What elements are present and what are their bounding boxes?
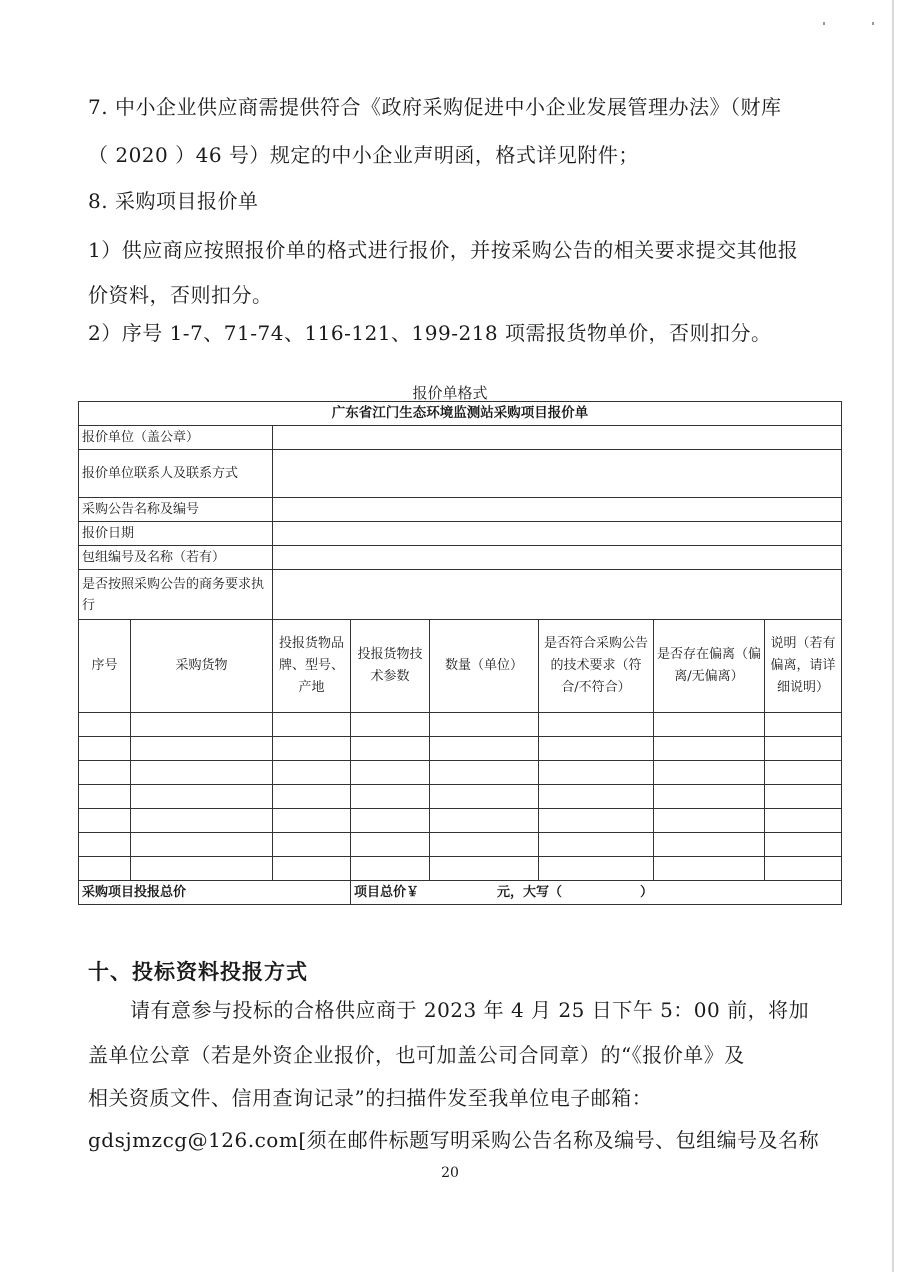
table-row <box>79 737 842 761</box>
table-cell <box>765 857 842 881</box>
scan-speck <box>823 22 825 25</box>
table-cell <box>654 833 765 857</box>
table-cell <box>765 761 842 785</box>
table-cell <box>273 761 351 785</box>
table-cell <box>430 785 539 809</box>
table-cell <box>654 809 765 833</box>
table-cell <box>430 761 539 785</box>
table-cell <box>79 761 131 785</box>
column-header-compliance: 是否符合采购公告的技术要求（符合/不符合） <box>539 620 654 713</box>
table-cell <box>131 737 273 761</box>
table-cell <box>539 761 654 785</box>
table-cell <box>765 809 842 833</box>
empty-rows <box>79 713 842 881</box>
table-row <box>79 809 842 833</box>
table-cell <box>539 809 654 833</box>
section-10-line-3: 相关资质文件、信用查询记录”的扫描件发至我单位电子邮箱： <box>88 1086 653 1110</box>
table-row <box>79 761 842 785</box>
table-cell <box>351 761 430 785</box>
info-value-cell <box>273 498 842 522</box>
info-label-contact: 报价单位联系人及联系方式 <box>79 450 273 498</box>
quotation-table <box>78 401 842 905</box>
table-cell <box>430 809 539 833</box>
table-cell <box>273 737 351 761</box>
table-row <box>79 857 842 881</box>
paragraph-7-line-2: （ 2020 ）46 号）规定的中小企业声明函，格式详见附件； <box>88 143 639 167</box>
table-row <box>79 713 842 737</box>
column-header-deviation: 是否存在偏离（偏离/无偏离） <box>654 620 765 713</box>
paragraph-7-line-1: 7. 中小企业供应商需提供符合《政府采购促进中小企业发展管理办法》（财库 <box>88 95 782 119</box>
section-10-heading: 十、投标资料投报方式 <box>88 960 308 984</box>
table-cell <box>539 713 654 737</box>
table-cell <box>79 737 131 761</box>
table-cell <box>430 833 539 857</box>
paragraph-8-2: 2）序号 1-7、71-74、116-121、199-218 项需报货物单价，否则扣分。 <box>88 321 772 345</box>
info-label-announcement: 采购公告名称及编号 <box>79 498 273 522</box>
info-value-cell <box>273 570 842 620</box>
info-value-cell <box>273 522 842 546</box>
info-value-cell <box>273 546 842 570</box>
table-cell <box>351 857 430 881</box>
table-cell <box>539 785 654 809</box>
paragraph-8-1-line-1: 1）供应商应按照报价单的格式进行报价，并按采购公告的相关要求提交其他报 <box>88 238 799 262</box>
table-cell <box>131 857 273 881</box>
paragraph-8-1-line-2: 价资料，否则扣分。 <box>88 283 273 307</box>
scan-speck <box>872 22 874 25</box>
table-cell <box>273 809 351 833</box>
table-cell <box>765 713 842 737</box>
table-caption: 报价单格式 <box>412 384 488 402</box>
table-title: 广东省江门生态环境监测站采购项目报价单 <box>79 402 842 426</box>
table-cell <box>351 785 430 809</box>
table-cell <box>351 713 430 737</box>
column-header-brand: 投报货物品牌、型号、产地 <box>273 620 351 713</box>
column-header-quantity: 数量（单位） <box>430 620 539 713</box>
page-edge <box>892 0 894 1272</box>
page-number: 20 <box>441 1165 459 1181</box>
table-cell <box>351 833 430 857</box>
table-row <box>79 833 842 857</box>
column-header-tech-params: 投报货物技术参数 <box>351 620 430 713</box>
table-cell <box>765 785 842 809</box>
info-value-cell <box>273 450 842 498</box>
table-cell <box>430 713 539 737</box>
table-cell <box>351 737 430 761</box>
table-cell <box>273 713 351 737</box>
table-cell <box>79 857 131 881</box>
table-cell <box>131 785 273 809</box>
table-cell <box>654 761 765 785</box>
table-cell <box>539 833 654 857</box>
table-cell <box>765 833 842 857</box>
table-cell <box>131 761 273 785</box>
table-cell <box>273 857 351 881</box>
table-cell <box>654 785 765 809</box>
table-cell <box>79 833 131 857</box>
table-cell <box>273 785 351 809</box>
section-10-line-4: gdsjmzcg@126.com[须在邮件标题写明采购公告名称及编号、包组编号及名称 <box>88 1128 820 1152</box>
table-cell <box>351 809 430 833</box>
paragraph-8: 8. 采购项目报价单 <box>88 189 259 213</box>
table-cell <box>539 857 654 881</box>
table-cell <box>79 785 131 809</box>
total-value: 项目总价￥ 元，大写（ ） <box>351 881 842 905</box>
column-header-goods: 采购货物 <box>131 620 273 713</box>
table-cell <box>273 833 351 857</box>
table-cell <box>430 857 539 881</box>
table-cell <box>430 737 539 761</box>
info-label-date: 报价日期 <box>79 522 273 546</box>
table-cell <box>131 809 273 833</box>
table-cell <box>654 713 765 737</box>
info-value-cell <box>273 426 842 450</box>
table-cell <box>131 833 273 857</box>
table-row <box>79 785 842 809</box>
table-cell <box>79 809 131 833</box>
column-header-index: 序号 <box>79 620 131 713</box>
section-10-line-1: 请有意参与投标的合格供应商于 2023 年 4 月 25 日下午 5：00 前，将加 <box>130 998 810 1022</box>
table-cell <box>765 737 842 761</box>
info-label-business-terms: 是否按照采购公告的商务要求执行 <box>79 570 273 620</box>
table-cell <box>654 857 765 881</box>
column-header-notes: 说明（若有偏离，请详细说明） <box>765 620 842 713</box>
total-label: 采购项目投报总价 <box>79 881 351 905</box>
table-cell <box>79 713 131 737</box>
section-10-line-2: 盖单位公章（若是外资企业报价，也可加盖公司合同章）的“《报价单》及 <box>88 1043 745 1067</box>
info-label-package: 包组编号及名称（若有） <box>79 546 273 570</box>
table-cell <box>539 737 654 761</box>
table-cell <box>131 713 273 737</box>
info-label-quoting-unit: 报价单位（盖公章） <box>79 426 273 450</box>
table-cell <box>654 737 765 761</box>
